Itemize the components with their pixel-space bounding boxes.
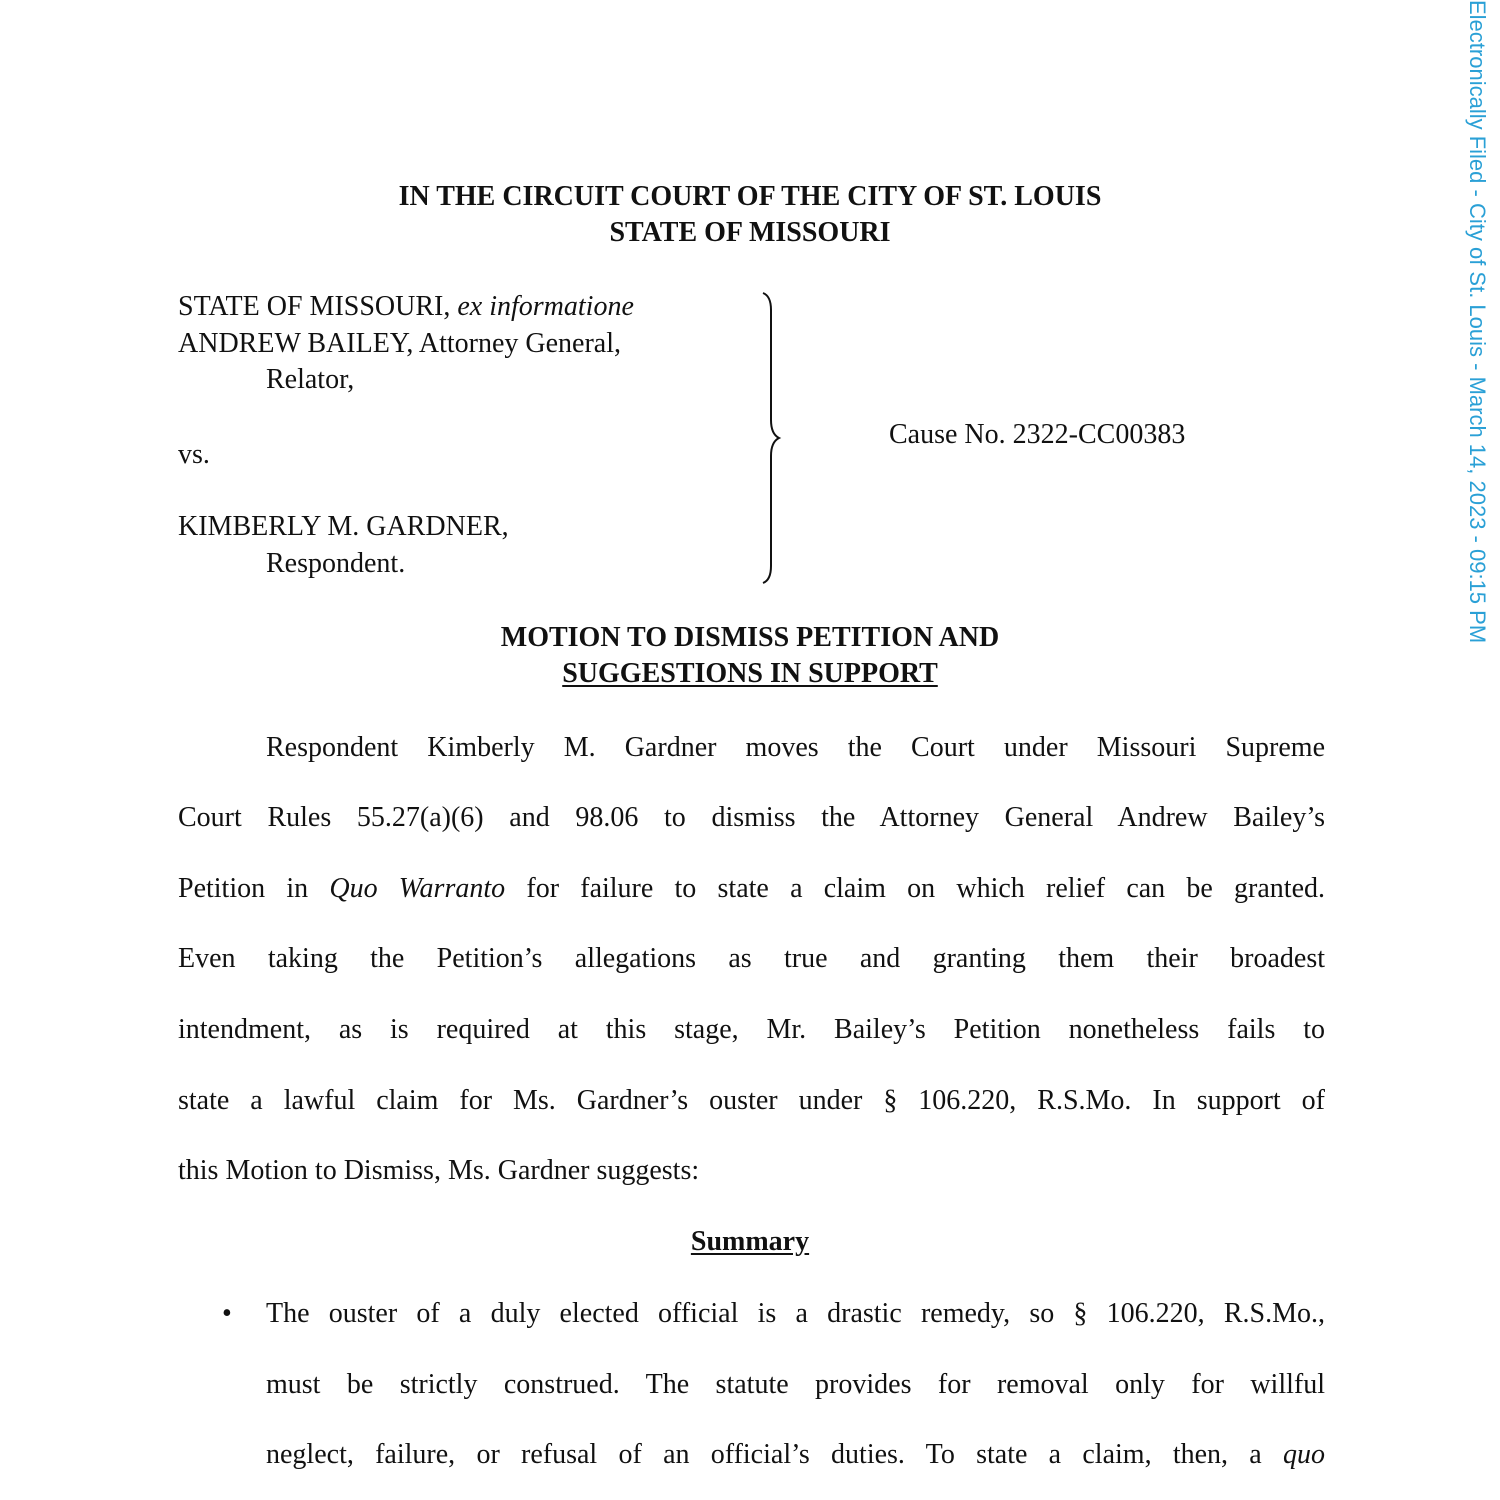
- document-subtitle: SUGGESTIONS IN SUPPORT: [562, 658, 938, 689]
- caption-relator: Relator,: [266, 364, 355, 395]
- body-line: Even taking the Petition’s allegations as true and granting them their broadest: [178, 943, 1325, 974]
- body-line: [178, 871, 1325, 907]
- court-state: STATE OF MISSOURI: [609, 217, 891, 248]
- document-title: MOTION TO DISMISS PETITION AND: [500, 622, 1000, 653]
- text: for failure to state a claim on which relief can be granted.: [505, 873, 1326, 904]
- text: Petition in: [178, 873, 330, 904]
- caption-plaintiff: [178, 289, 634, 325]
- cause-number: Cause No. 2322-CC00383: [889, 419, 1186, 450]
- body-line: state a lawful claim for Ms. Gardner’s ouster under § 106.220, R.S.Mo. In support of: [178, 1085, 1325, 1116]
- bullet-line: The ouster of a duly elected official is a drastic remedy, so § 106.220, R.S.Mo.,: [266, 1298, 1325, 1329]
- body-line: Court Rules 55.27(a)(6) and 98.06 to dismiss the Attorney General Andrew Bailey’s: [178, 802, 1325, 833]
- caption-plaintiff-2: ANDREW BAILEY, Attorney General,: [178, 328, 621, 359]
- plaintiff-name: STATE OF MISSOURI,: [178, 291, 458, 322]
- bullet-icon: •: [222, 1298, 232, 1329]
- caption-brace: [755, 290, 785, 586]
- case-name: Quo Warranto: [329, 873, 506, 904]
- body-line: intendment, as is required at this stage, Mr. Bailey’s Petition nonetheless fails to: [178, 1014, 1325, 1045]
- bullet-line: [266, 1437, 1325, 1473]
- plaintiff-latin: ex informatione: [457, 291, 634, 322]
- bullet-line: must be strictly construed. The statute provides for removal only for willful: [266, 1369, 1325, 1400]
- caption-respondent: Respondent.: [266, 548, 406, 579]
- latin-term: quo: [1283, 1439, 1325, 1470]
- summary-heading: Summary: [690, 1226, 810, 1257]
- body-line: this Motion to Dismiss, Ms. Gardner suggests:: [178, 1155, 700, 1186]
- e-filing-stamp: Electronically Filed - City of St. Louis - March 14, 2023 - 09:15 PM: [1465, 0, 1490, 644]
- body-line: Respondent Kimberly M. Gardner moves the Court under Missouri Supreme: [266, 732, 1325, 763]
- text: neglect, failure, or refusal of an official’s duties. To state a claim, then, a: [266, 1439, 1283, 1470]
- court-name: IN THE CIRCUIT COURT OF THE CITY OF ST. LOUIS: [398, 181, 1102, 212]
- caption-vs: vs.: [178, 439, 210, 470]
- caption-defendant: KIMBERLY M. GARDNER,: [178, 511, 509, 542]
